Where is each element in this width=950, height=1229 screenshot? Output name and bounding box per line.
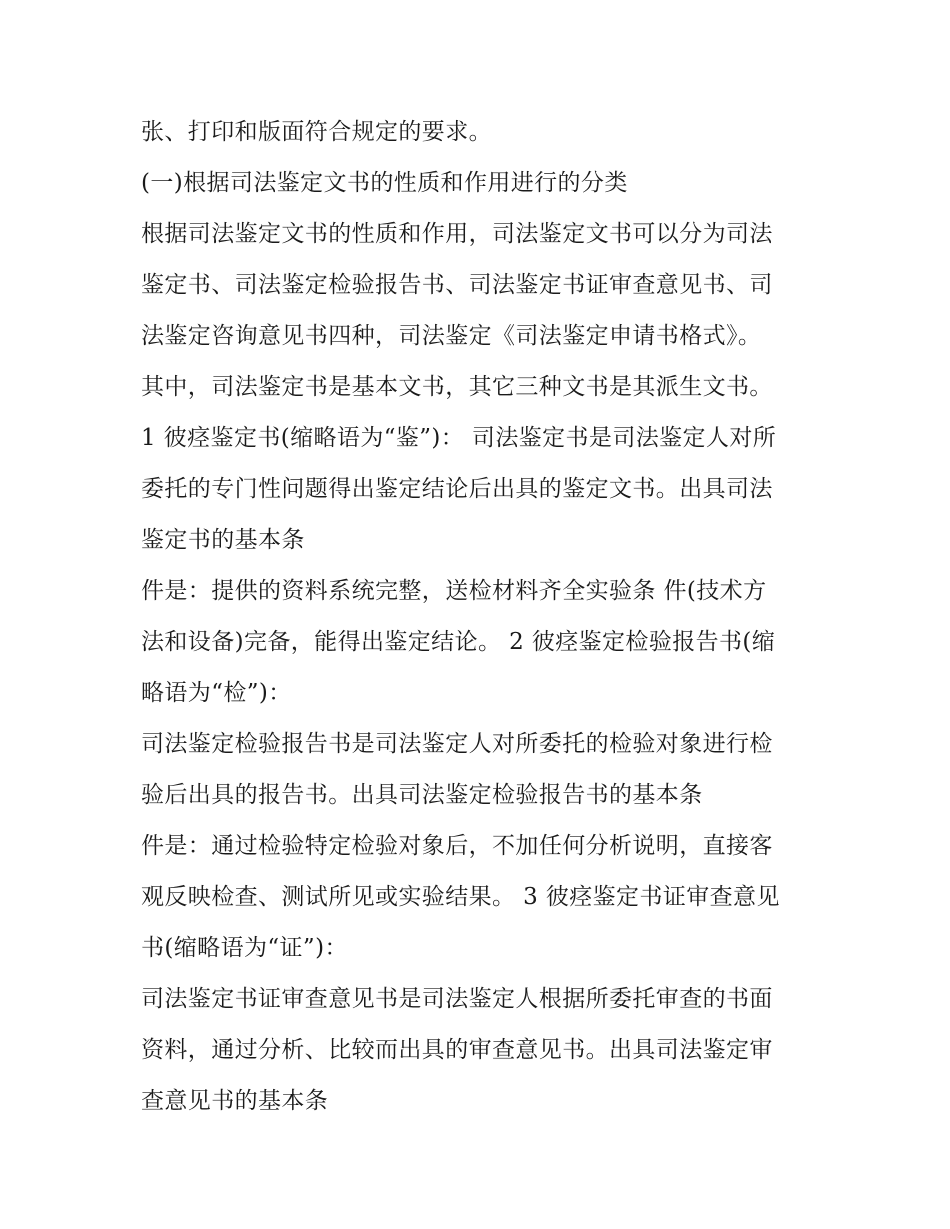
text-line: 鉴定书、司法鉴定检验报告书、司法鉴定书证审查意见书、司 xyxy=(141,272,773,298)
text-line: 1 彼痉鉴定书(缩略语为“鉴”)： 司法鉴定书是司法鉴定人对所 xyxy=(141,425,777,451)
text-line: 委托的专门性问题得出鉴定结论后出具的鉴定文书。出具司法 xyxy=(141,476,773,502)
text-line: 其中，司法鉴定书是基本文书，其它三种文书是其派生文书。 xyxy=(141,374,773,400)
text-line: 根据司法鉴定文书的性质和作用，司法鉴定文书可以分为司法 xyxy=(141,221,773,247)
text-line: 件是：提供的资料系统完整，送检材料齐全实验条 件(技术方 xyxy=(141,578,767,604)
text-line: 法和设备)完备，能得出鉴定结论。 2 彼痉鉴定检验报告书(缩 xyxy=(141,629,776,655)
text-line: 鉴定书的基本条 xyxy=(141,527,305,553)
text-line: 书(缩略语为“证”)： xyxy=(141,935,348,961)
text-line: 观反映检查、测试所见或实验结果。 3 彼痉鉴定书证审查意见 xyxy=(141,884,780,910)
text-line: 司法鉴定书证审查意见书是司法鉴定人根据所委托审查的书面 xyxy=(141,986,773,1012)
text-line: 司法鉴定检验报告书是司法鉴定人对所委托的检验对象进行检 xyxy=(141,731,773,757)
text-line: 资料，通过分析、比较而出具的审查意见书。出具司法鉴定审 xyxy=(141,1037,773,1063)
document-body xyxy=(141,107,821,1127)
text-line: 件是：通过检验特定检验对象后，不加任何分析说明，直接客 xyxy=(141,833,773,859)
section-heading: (一)根据司法鉴定文书的性质和作用进行的分类 xyxy=(141,170,628,196)
text-line: 法鉴定咨询意见书四种，司法鉴定《司法鉴定申请书格式》。 xyxy=(141,323,762,349)
text-line: 验后出具的报告书。出具司法鉴定检验报告书的基本条 xyxy=(141,782,703,808)
text-line: 查意见书的基本条 xyxy=(141,1088,329,1114)
text-line: 略语为“检”)： xyxy=(141,680,292,706)
text-line: 张、打印和版面符合规定的要求。 xyxy=(141,119,492,145)
